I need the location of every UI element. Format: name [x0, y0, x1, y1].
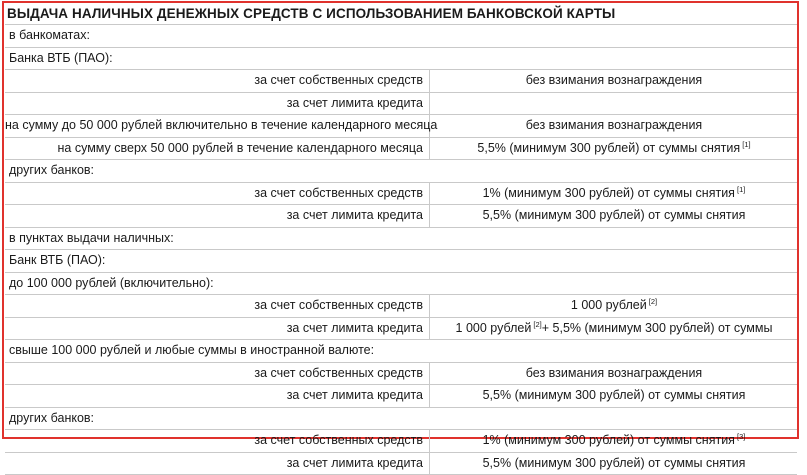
- section-label: в банкоматах:: [9, 25, 90, 47]
- footnote-ref: [2]: [531, 320, 541, 329]
- table-row: [5, 138, 797, 161]
- table-row: [5, 70, 797, 93]
- table-row: [5, 363, 797, 386]
- section-row: [5, 48, 797, 71]
- value-text: без взимания вознаграждения: [526, 118, 702, 132]
- row-label: на сумму сверх 50 000 рублей в течение календарного месяца: [5, 138, 430, 160]
- value-text: 5,5% (минимум 300 рублей) от суммы снятия: [477, 141, 740, 155]
- table-row: [5, 183, 797, 206]
- row-label: за счет собственных средств: [5, 430, 430, 452]
- table-row: [5, 318, 797, 341]
- table-row: [5, 295, 797, 318]
- row-value: [431, 205, 797, 227]
- value-tail-text: + 5,5% (минимум 300 рублей) от суммы: [542, 321, 773, 335]
- footnote-ref: [2]: [647, 297, 657, 306]
- section-label: до 100 000 рублей (включительно):: [9, 273, 214, 295]
- section-row: [5, 340, 797, 363]
- value-text: 5,5% (минимум 300 рублей) от суммы снятия: [483, 456, 746, 470]
- section-row: [5, 160, 797, 183]
- row-value: [431, 385, 797, 407]
- table-row: [5, 453, 797, 475]
- table-row: [5, 385, 797, 408]
- row-value: [431, 453, 797, 475]
- row-value: [431, 138, 797, 160]
- table-row: [5, 430, 797, 453]
- value-text: 1 000 рублей: [571, 298, 647, 312]
- section-row: [5, 273, 797, 296]
- row-value: [431, 430, 797, 452]
- row-value: [431, 70, 797, 92]
- row-label: на сумму до 50 000 рублей включительно в течение календарного месяца: [5, 115, 430, 137]
- row-label: за счет лимита кредита: [5, 93, 430, 115]
- value-text: без взимания вознаграждения: [526, 73, 702, 87]
- section-label: свыше 100 000 рублей и любые суммы в иностранной валюте:: [9, 340, 374, 362]
- tariff-table: [5, 24, 797, 475]
- table-row: [5, 93, 797, 116]
- row-value: [431, 183, 797, 205]
- section-label: других банков:: [9, 408, 94, 430]
- section-label: в пунктах выдачи наличных:: [9, 228, 174, 250]
- value-text: без взимания вознаграждения: [526, 366, 702, 380]
- row-label: за счет собственных средств: [5, 363, 430, 385]
- value-text: 5,5% (минимум 300 рублей) от суммы снятия: [483, 388, 746, 402]
- section-label: Банка ВТБ (ПАО):: [9, 48, 113, 70]
- section-label: Банк ВТБ (ПАО):: [9, 250, 105, 272]
- row-value: [431, 115, 797, 137]
- row-label: за счет собственных средств: [5, 295, 430, 317]
- section-row: [5, 408, 797, 431]
- row-label: за счет лимита кредита: [5, 205, 430, 227]
- footnote-ref: [1]: [740, 140, 750, 149]
- row-label: за счет лимита кредита: [5, 385, 430, 407]
- section-row: [5, 250, 797, 273]
- value-text: 1% (минимум 300 рублей) от суммы снятия: [483, 433, 735, 447]
- value-text: 1% (минимум 300 рублей) от суммы снятия: [483, 186, 735, 200]
- row-value: [431, 363, 797, 385]
- footnote-ref: [3]: [735, 432, 745, 441]
- row-label: за счет лимита кредита: [5, 318, 430, 340]
- row-value: [431, 318, 797, 340]
- table-row: [5, 205, 797, 228]
- section-row: [5, 228, 797, 251]
- table-row: [5, 115, 797, 138]
- row-label: за счет собственных средств: [5, 183, 430, 205]
- row-label: за счет собственных средств: [5, 70, 430, 92]
- value-text: 1 000 рублей: [456, 321, 532, 335]
- section-row: [5, 24, 797, 48]
- value-text: 5,5% (минимум 300 рублей) от суммы снятия: [483, 208, 746, 222]
- footnote-ref: [1]: [735, 185, 745, 194]
- section-label: других банков:: [9, 160, 94, 182]
- table-title: ВЫДАЧА НАЛИЧНЫХ ДЕНЕЖНЫХ СРЕДСТВ С ИСПОЛЬЗОВАНИЕМ БАНКОВСКОЙ КАРТЫ: [7, 3, 797, 24]
- row-value: [431, 295, 797, 317]
- row-label: за счет лимита кредита: [5, 453, 430, 475]
